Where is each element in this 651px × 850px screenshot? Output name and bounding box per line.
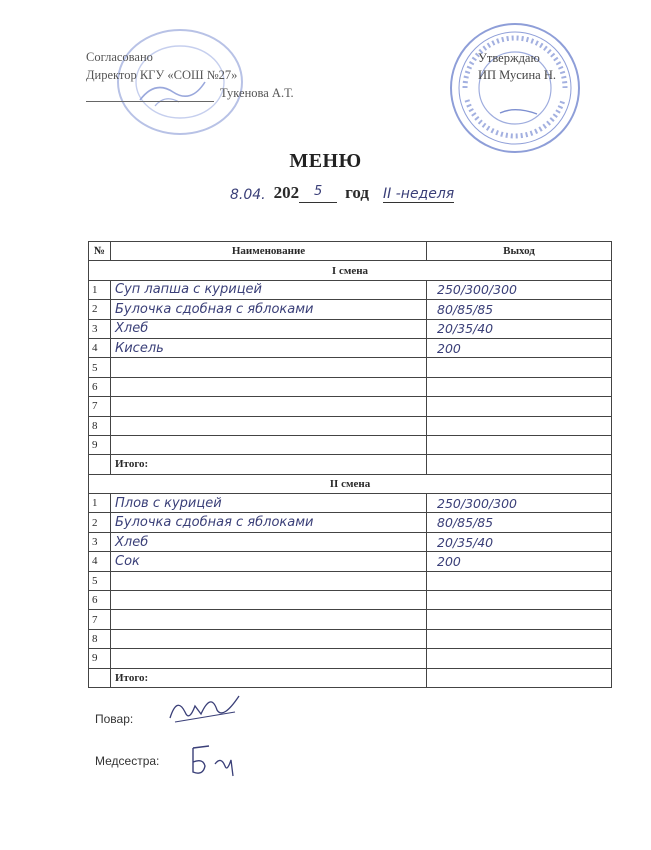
dish-name-text: Хлеб — [115, 534, 149, 550]
row-number: 3 — [89, 319, 111, 338]
dish-name — [111, 571, 427, 590]
portion-output — [427, 649, 612, 668]
portion-output-text — [431, 593, 437, 608]
dish-name — [111, 513, 427, 532]
portion-output-text: 200 — [437, 553, 461, 569]
portion-output — [427, 377, 612, 396]
approval-block-left — [86, 48, 294, 102]
portion-output-text: 20/35/40 — [437, 534, 494, 550]
table-row — [89, 513, 612, 532]
portion-output-text — [431, 418, 437, 433]
table-header-row — [89, 242, 612, 261]
portion-output — [427, 397, 612, 416]
director-name: Тукенова А.Т. — [220, 86, 294, 100]
row-number: 5 — [89, 358, 111, 377]
dish-name — [111, 591, 427, 610]
director-title: Директор КГУ «СОШ №27» — [86, 68, 238, 82]
dish-name — [111, 397, 427, 416]
handwritten-date: 8.04. — [230, 187, 266, 203]
portion-output — [427, 629, 612, 648]
nurse-signature — [185, 742, 245, 782]
table-row — [89, 280, 612, 299]
shift-header-row — [89, 261, 612, 280]
dish-name — [111, 416, 427, 435]
cook-signature-label: Повар: — [95, 712, 134, 726]
row-number: 2 — [89, 300, 111, 319]
total-value — [427, 455, 612, 474]
table-row — [89, 591, 612, 610]
week-label: II -неделя — [383, 186, 455, 202]
dish-name — [111, 649, 427, 668]
col-header-name: Наименование — [111, 242, 427, 261]
dish-name-text: Кисель — [115, 340, 164, 356]
dish-name-text: Суп лапша с курицей — [115, 282, 262, 298]
portion-output — [427, 552, 612, 571]
dish-name-text: Булочка сдобная с яблоками — [115, 515, 314, 531]
row-number: 5 — [89, 571, 111, 590]
row-number: 4 — [89, 338, 111, 357]
dish-name — [111, 358, 427, 377]
table-row — [89, 494, 612, 513]
table-row — [89, 571, 612, 590]
row-number: 6 — [89, 591, 111, 610]
portion-output — [427, 435, 612, 454]
dish-name — [111, 280, 427, 299]
year-digit: 5 — [299, 184, 337, 203]
portion-output-text — [431, 360, 437, 375]
dish-name — [111, 319, 427, 338]
portion-output-text — [431, 438, 437, 453]
table-row — [89, 629, 612, 648]
dish-name — [111, 552, 427, 571]
row-number: 8 — [89, 629, 111, 648]
year-prefix: 202 — [273, 183, 300, 202]
total-empty-cell — [89, 668, 111, 687]
portion-output — [427, 591, 612, 610]
cook-signature — [165, 688, 245, 728]
portion-output-text: 250/300/300 — [437, 495, 517, 511]
dish-name — [111, 377, 427, 396]
portion-output — [427, 358, 612, 377]
portion-output — [427, 513, 612, 532]
shift-label: II смена — [89, 474, 612, 493]
portion-output-text: 80/85/85 — [437, 515, 494, 531]
total-row — [89, 668, 612, 687]
portion-output — [427, 610, 612, 629]
total-label: Итого: — [111, 455, 427, 474]
portion-output — [427, 494, 612, 513]
dish-name — [111, 300, 427, 319]
row-number: 2 — [89, 513, 111, 532]
year-word: год — [345, 183, 370, 202]
menu-table — [88, 241, 612, 688]
dish-name-text: Хлеб — [115, 321, 149, 337]
portion-output — [427, 338, 612, 357]
agreed-label: Согласовано — [86, 50, 153, 64]
portion-output-text: 200 — [437, 340, 461, 356]
table-row — [89, 552, 612, 571]
director-signature-line — [86, 84, 294, 102]
col-header-output: Выход — [427, 242, 612, 261]
row-number: 9 — [89, 649, 111, 668]
table-row — [89, 358, 612, 377]
row-number: 1 — [89, 280, 111, 299]
portion-output-text: 20/35/40 — [437, 321, 494, 337]
approve-label: Утверждаю — [478, 51, 540, 65]
table-row — [89, 435, 612, 454]
table-row — [89, 300, 612, 319]
portion-output — [427, 532, 612, 551]
table-row — [89, 649, 612, 668]
table-row — [89, 338, 612, 357]
row-number: 3 — [89, 532, 111, 551]
col-header-number: № — [89, 242, 111, 261]
dish-name — [111, 435, 427, 454]
document-title: МЕНЮ — [289, 150, 362, 172]
dish-name — [111, 338, 427, 357]
row-number: 7 — [89, 610, 111, 629]
table-row — [89, 416, 612, 435]
shift-label: I смена — [89, 261, 612, 280]
table-row — [89, 377, 612, 396]
dish-name — [111, 532, 427, 551]
row-number: 4 — [89, 552, 111, 571]
nurse-signature-label: Медсестра: — [95, 754, 160, 768]
row-number: 9 — [89, 435, 111, 454]
shift-header-row — [89, 474, 612, 493]
portion-output-text: 250/300/300 — [437, 282, 517, 298]
portion-output-text: 80/85/85 — [437, 301, 494, 317]
total-value — [427, 668, 612, 687]
signature-blank — [86, 87, 214, 102]
table-row — [89, 532, 612, 551]
row-number: 6 — [89, 377, 111, 396]
table-row — [89, 397, 612, 416]
total-row — [89, 455, 612, 474]
approval-stamp-right — [445, 18, 585, 158]
portion-output — [427, 319, 612, 338]
table-row — [89, 319, 612, 338]
total-empty-cell — [89, 455, 111, 474]
portion-output — [427, 416, 612, 435]
menu-table-body — [89, 261, 612, 688]
table-row — [89, 610, 612, 629]
dish-name-text: Булочка сдобная с яблоками — [115, 301, 314, 317]
portion-output — [427, 280, 612, 299]
portion-output-text — [431, 651, 437, 666]
row-number: 1 — [89, 494, 111, 513]
portion-output-text — [431, 612, 437, 627]
dish-name-text: Плов с курицей — [115, 495, 222, 511]
approver-name: ИП Мусина Н. — [478, 68, 556, 82]
dish-name — [111, 494, 427, 513]
total-label: Итого: — [111, 668, 427, 687]
portion-output-text — [431, 399, 437, 414]
row-number: 8 — [89, 416, 111, 435]
approval-block-right — [478, 50, 556, 84]
portion-output — [427, 571, 612, 590]
portion-output — [427, 300, 612, 319]
portion-output-text — [431, 379, 437, 394]
row-number: 7 — [89, 397, 111, 416]
dish-name-text: Сок — [115, 553, 140, 569]
portion-output-text — [431, 573, 437, 588]
dish-name — [111, 629, 427, 648]
dish-name — [111, 610, 427, 629]
portion-output-text — [431, 632, 437, 647]
date-line — [230, 183, 454, 203]
